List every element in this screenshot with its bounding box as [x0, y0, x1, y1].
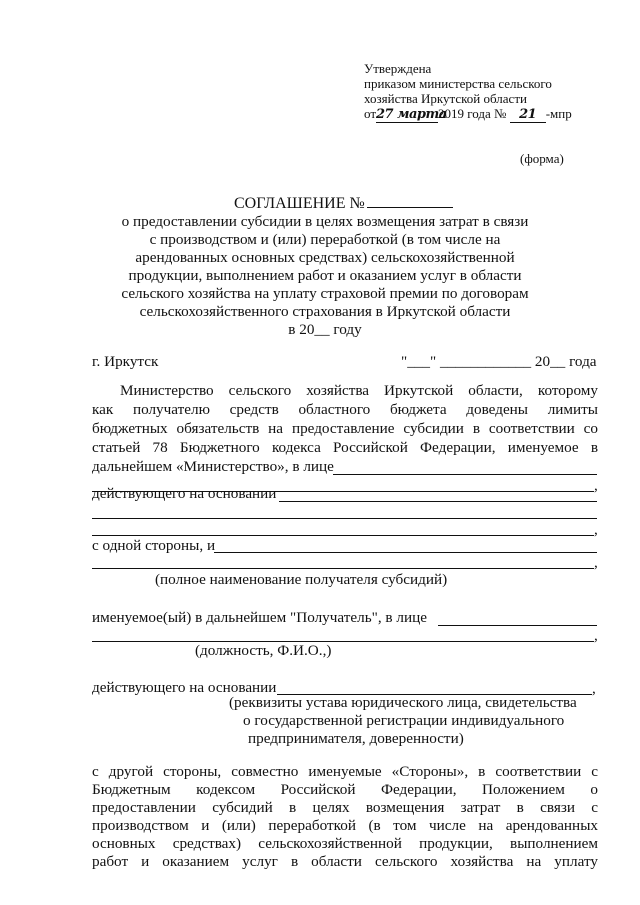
caption-requisites-1: (реквизиты устава юридического лица, свидетельства	[229, 694, 577, 711]
fill-line-basis-2[interactable]	[92, 518, 597, 519]
title-line-4: продукции, выполнением работ и оказанием услуг в области	[128, 267, 522, 284]
approval-date-prefix: от	[364, 106, 377, 121]
title-heading: СОГЛАШЕНИЕ №	[234, 195, 365, 212]
paragraph2-line-3: предоставлении субсидий в целях возмещения затрат в связи с	[92, 799, 598, 816]
acting-basis-label-2: действующего на основании	[92, 679, 277, 696]
approval-line-1: Утверждена	[364, 61, 432, 76]
acting-basis-label: действующего на основании	[92, 485, 277, 502]
paragraph2-line-1: с другой стороны, совместно именуемые «Стороны», в соответствии с	[92, 763, 598, 780]
fill-line-recipient[interactable]	[214, 552, 597, 553]
named-recipient-label: именуемое(ый) в дальнейшем "Получатель", в лице	[92, 609, 427, 626]
fill-line-recipient-rep-2[interactable]	[92, 641, 594, 642]
paragraph1-last-line: дальнейшем «Министерство», в лице	[92, 458, 334, 475]
paragraph1-line-3: бюджетных обязательств на предоставление субсидии в соответствии со	[92, 420, 598, 437]
caption-requisites-2: о государственной регистрации индивидуального	[243, 712, 565, 729]
comma-5: ,	[592, 680, 596, 697]
approval-line-3: хозяйства Иркутской области	[364, 91, 527, 106]
paragraph1-line-4: статьей 78 Бюджетного кодекса Российской Федерации, именуемое в	[92, 439, 598, 456]
approval-line-2: приказом министерства сельского	[364, 76, 552, 91]
fill-line-basis-3[interactable]	[92, 535, 594, 536]
date-template: "___" ____________ 20__ года	[401, 353, 597, 370]
title-line-2: с производством и (или) переработкой (в том числе на	[149, 231, 501, 248]
paragraph1-line-1: Министерство сельского хозяйства Иркутской области, которому	[120, 382, 598, 399]
paragraph2-line-6: работ и оказанием услуг в области сельского хозяйства на уплату	[92, 853, 598, 870]
title-line-6: сельскохозяйственного страхования в Иркутской области	[139, 303, 511, 320]
caption-requisites-3: предпринимателя, доверенности)	[248, 730, 464, 747]
fill-line-recipient-rep[interactable]	[438, 625, 597, 626]
document-title	[234, 195, 453, 213]
approval-line-4	[364, 106, 572, 123]
fill-line-basis[interactable]	[279, 501, 597, 502]
title-line-5: сельского хозяйства на уплату страховой премии по договорам	[121, 285, 529, 302]
comma-4: ,	[594, 627, 598, 644]
paragraph2-line-5: основных средствах) сельскохозяйственной продукции, выполнением	[92, 835, 598, 852]
caption-recipient: (полное наименование получателя субсидий)	[155, 571, 448, 588]
handwritten-date: 27 марта	[376, 107, 447, 122]
place: г. Иркутск	[92, 353, 159, 370]
paragraph1-line-2: как получателю средств областного бюджета доведены лимиты	[92, 401, 598, 418]
approval-date-mid: 2019 года №	[438, 106, 507, 121]
paragraph2-line-2: Бюджетным кодексом Российской Федерации, Положением о	[92, 781, 598, 798]
one-side-label: с одной стороны, и	[92, 537, 216, 554]
form-label: (форма)	[520, 151, 564, 166]
title-line-1: о предоставлении субсидии в целях возмещения затрат в связи	[121, 213, 529, 230]
approval-number-suffix: -мпр	[545, 106, 572, 121]
caption-position: (должность, Ф.И.О.,)	[195, 642, 332, 659]
fill-line-representative[interactable]	[333, 474, 597, 475]
title-line-3: арендованных основных средствах) сельскохозяйственной	[135, 249, 515, 266]
paragraph2-line-4: производством и (или) переработкой (в том числе на арендованных	[92, 817, 598, 834]
comma-3: ,	[594, 554, 598, 571]
handwritten-number: 21	[519, 107, 537, 122]
comma-1: ,	[594, 477, 598, 494]
comma-2: ,	[594, 521, 598, 538]
title-year-line: в 20__ году	[288, 321, 362, 338]
fill-line-recipient-2[interactable]	[92, 568, 594, 569]
